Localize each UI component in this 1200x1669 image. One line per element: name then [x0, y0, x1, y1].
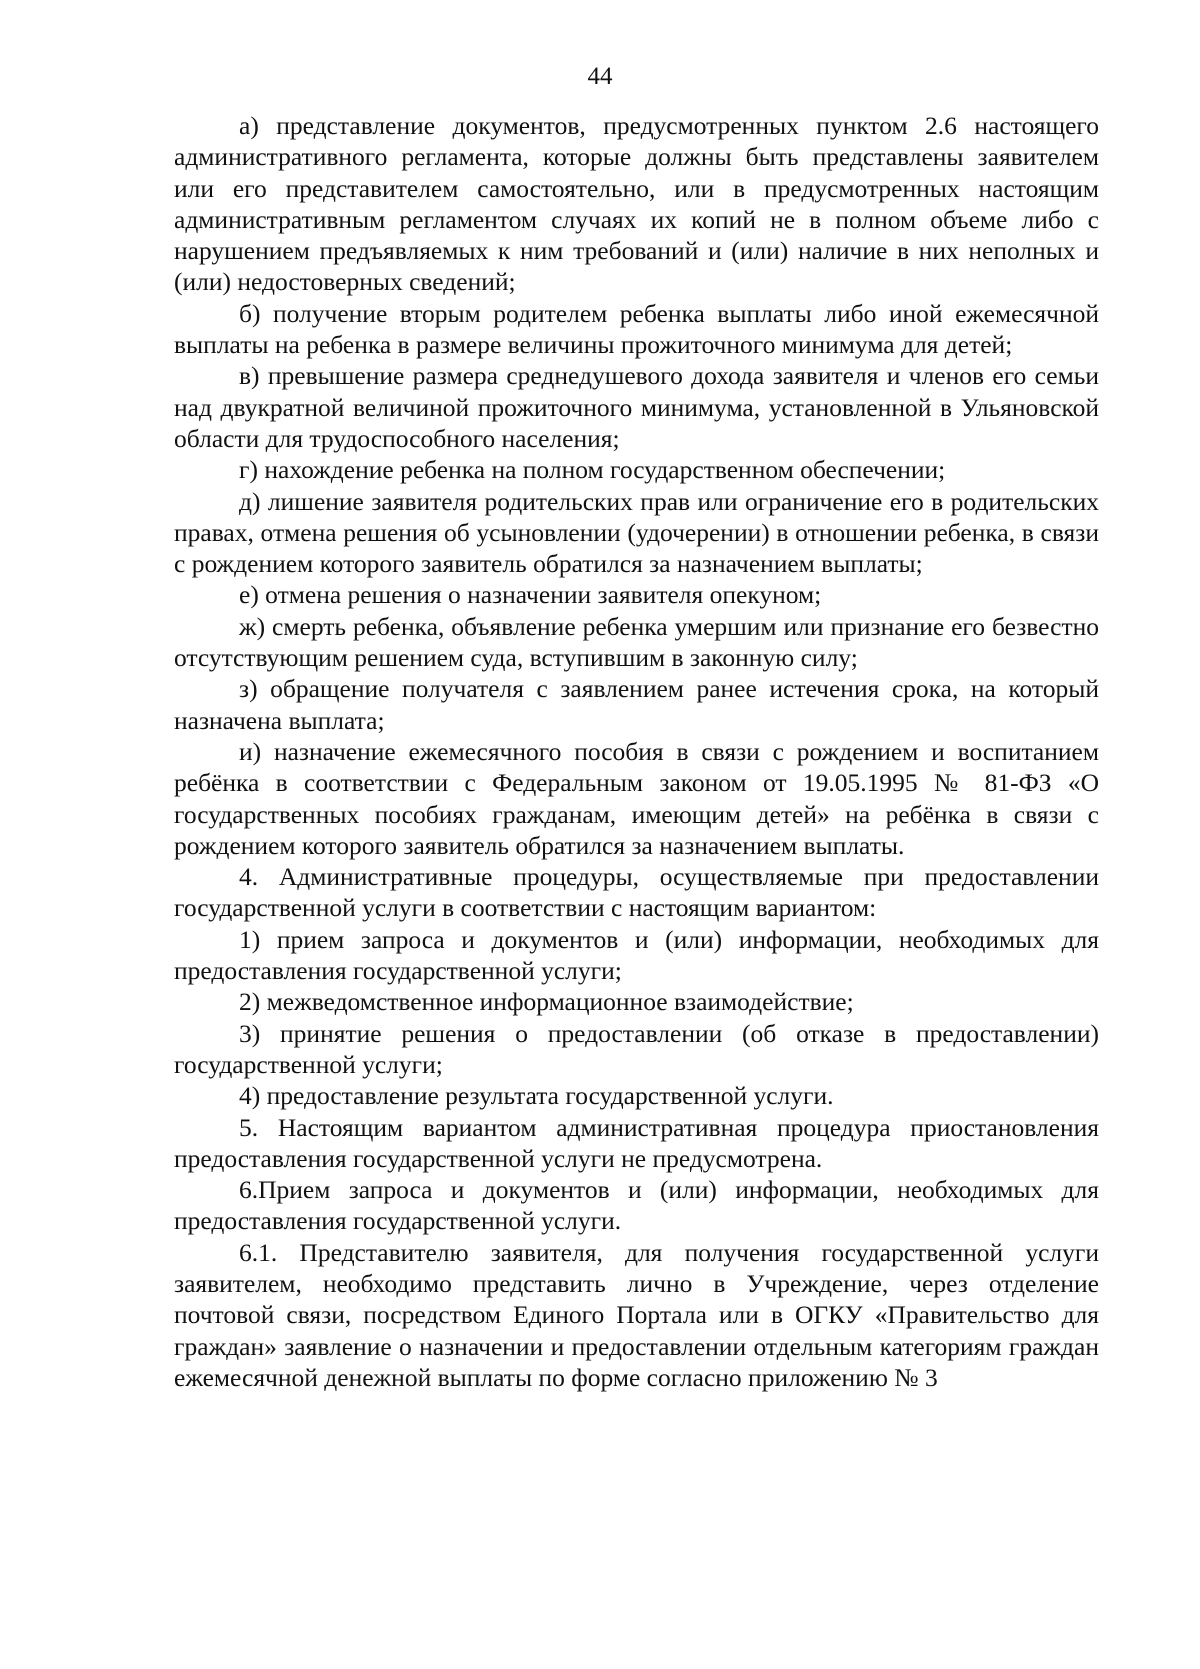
- paragraph-z: з) обращение получателя с заявлением ранее истечения срока, на который назначена выплата;: [174, 674, 1099, 735]
- paragraph-e: е) отмена решения о назначении заявителя опекуном;: [239, 580, 822, 610]
- paragraph-a: а) представление документов, предусмотренных пунктом 2.6 настоящего административного регламента, которые должны быть представлены заявителем или его представителем самостоятельно, или в предусмотренных настоящим административным регламентом случаях их копий не в полном объеме либо с нарушением предъявляемых к ним требований и (или) наличие в них неполных и (или) недостоверных сведений;: [174, 111, 1099, 297]
- section-5: 5. Настоящим вариантом административная процедура приостановления предоставления государственной услуги не предусмотрена.: [174, 1112, 1099, 1173]
- document-body: [174, 110, 1099, 1393]
- procedure-3: 3) принятие решения о предоставлении (об отказе в предоставлении) государственной услуги;: [174, 1018, 1099, 1079]
- paragraph-i: и) назначение ежемесячного пособия в связи с рождением и воспитанием ребёнка в соответствии с Федеральным законом от 19.05.1995 № 81-ФЗ «О государственных пособиях гражданам, имеющим детей» на ребёнка в связи с рождением которого заявитель обратился за назначением выплаты.: [174, 736, 1099, 860]
- procedure-2: 2) межведомственное информационное взаимодействие;: [239, 987, 854, 1017]
- paragraph-v: в) превышение размера среднедушевого дохода заявителя и членов его семьи над двукратной величиной прожиточного минимума, установленной в Ульяновской области для трудоспособного населения;: [174, 361, 1099, 453]
- paragraph-d: д) лишение заявителя родительских прав или ограничение его в родительских правах, отмена решения об усыновлении (удочерении) в отношении ребенка, в связи с рождением которого заявитель обратился за назначением выплаты;: [174, 486, 1099, 579]
- paragraph-zh: ж) смерть ребенка, объявление ребенка умершим или признание его безвестно отсутствующим решением суда, вступившим в законную силу;: [174, 611, 1099, 673]
- section-6: 6.Прием запроса и документов и (или) информации, необходимых для предоставления государственной услуги.: [174, 1175, 1099, 1236]
- paragraph-b: б) получение вторым родителем ребенка выплаты либо иной ежемесячной выплаты на ребенка в размере величины прожиточного минимума для детей;: [174, 298, 1099, 360]
- procedure-4: 4) предоставление результата государственной услуги.: [239, 1081, 834, 1111]
- procedure-1: 1) прием запроса и документов и (или) информации, необходимых для предоставления государственной услуги;: [174, 924, 1099, 986]
- section-6-1: 6.1. Представителю заявителя, для получения государственной услуги заявителем, необходимо представить лично в Учреждение, через отделение почтовой связи, посредством Единого Портала или в ОГКУ «Правительство для граждан» заявление о назначении и предоставлении отдельным категориям граждан ежемесячной денежной выплаты по форме согласно приложению № 3: [174, 1237, 1099, 1392]
- section-4-heading: 4. Административные процедуры, осуществляемые при предоставлении государственной услуги в соответствии с настоящим вариантом:: [174, 862, 1099, 923]
- page-number: 44: [587, 63, 613, 90]
- paragraph-g: г) нахождение ребенка на полном государственном обеспечении;: [239, 455, 946, 485]
